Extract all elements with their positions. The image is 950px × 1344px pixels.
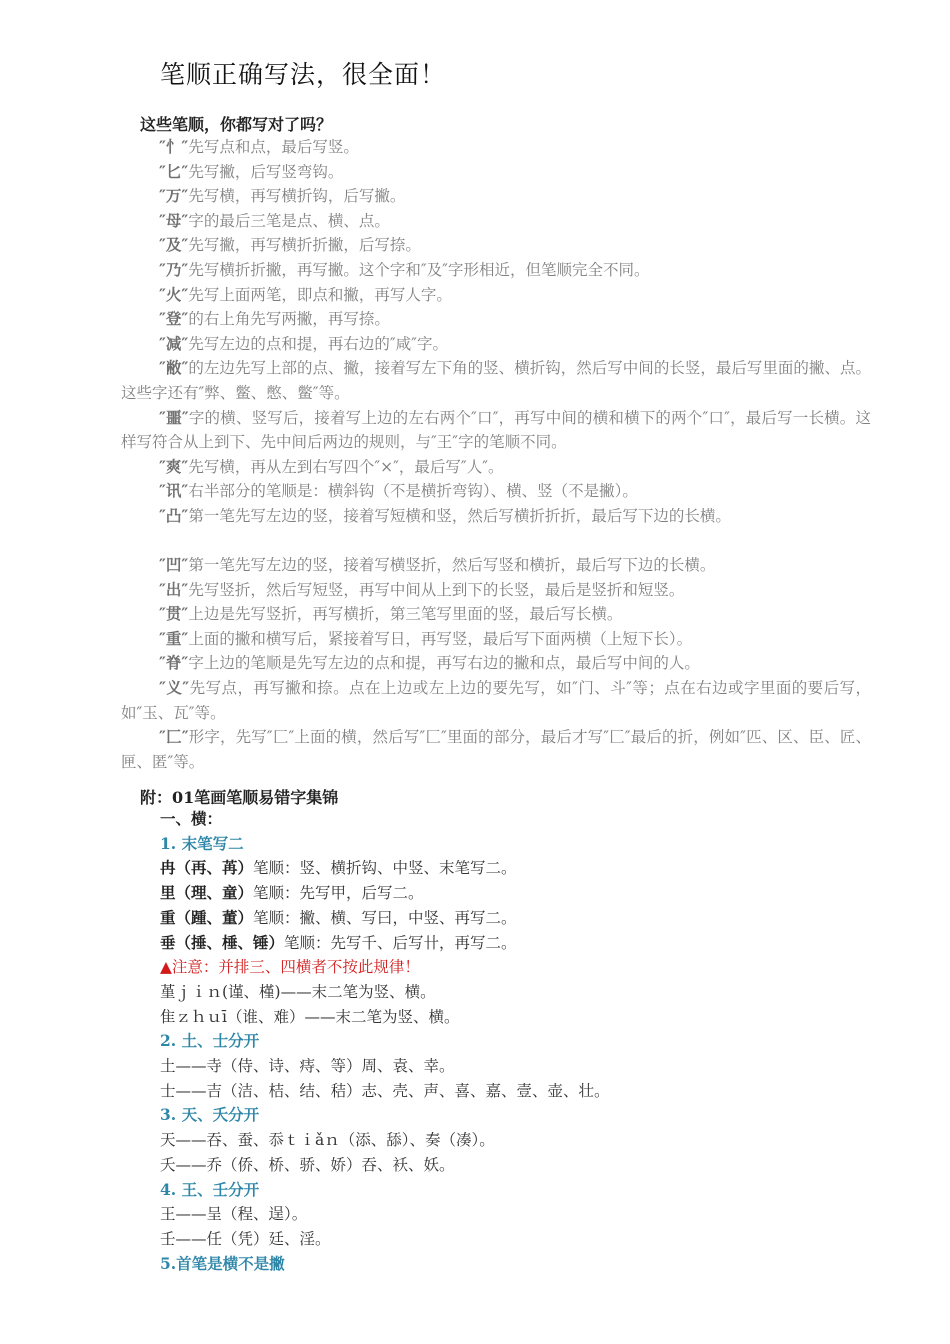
rule-item: [121, 307, 871, 332]
list-item: 堇ｊｉｎ(谨、槿)——末二笔为竖、横。: [160, 982, 436, 1001]
rule-char: ″重″: [159, 628, 189, 648]
rule-text: 先写撇，后写竖弯钩。: [188, 162, 344, 181]
rule-item: [121, 233, 871, 258]
rule-item: [121, 160, 871, 185]
rule-item: [121, 332, 871, 357]
rule-text: 字的最后三笔是点、横、点。: [188, 211, 390, 230]
rule-item: [121, 184, 871, 209]
rule-item: [121, 553, 871, 578]
rule-char: ″匕″: [159, 161, 189, 181]
list-item: 王——呈（程、逞）。: [160, 1205, 308, 1224]
rule-item: [121, 504, 871, 529]
list-item: 天——吞、蚕、忝ｔｉǎｎ（添、舔）、奏（凑）。: [160, 1131, 495, 1150]
rule-item: [121, 258, 871, 283]
rule-text: 的左边先写上部的点、撇，接着写左下角的竖、横折钩，然后写中间的长竖，最后写里面的撇、点。这些字还有″弊、鳖、憋、鳖″等。: [121, 359, 871, 402]
rule-text: 上面的撇和横写后，紧接着写日，再写竖，最后写下面两横（上短下长）。: [188, 629, 693, 648]
rule-char: ″讯″: [159, 481, 189, 501]
section-subtitle: 这些笔顺，你都写对了吗？: [140, 115, 333, 134]
rule-char: ″敝″: [159, 358, 189, 378]
rule-char: ″义″: [159, 678, 190, 698]
rule-char: ″贯″: [159, 604, 189, 624]
rule-item: [121, 578, 871, 603]
rule-text: 先写撇，再写横折折撇，后写捺。: [188, 236, 421, 255]
rule-text: 形字，先写″匚″上面的横，然后写″匚″里面的部分，最后才写″匚″最后的折，例如″匹、区、臣、匠、匣、匿″等。: [121, 728, 871, 771]
warning-note: ▲注意：并排三、四横者不按此规律！: [160, 958, 420, 977]
list-item: 士——吉（洁、桔、结、秸）志、壳、声、喜、嘉、壹、壶、壮。: [160, 1081, 610, 1100]
item-head: 里（理、童）: [160, 883, 254, 903]
subsection-heading: 1. 末笔写二: [160, 833, 244, 853]
rule-char: ″匚″: [159, 727, 189, 747]
rule-item: [121, 627, 871, 652]
list-item: 土——寺（侍、诗、痔、等）周、袁、幸。: [160, 1057, 455, 1076]
item-text: 笔顺：竖、横折钩、中竖、末笔写二。: [253, 859, 517, 878]
rule-char: ″脊″: [159, 653, 189, 673]
rule-item: [121, 479, 871, 504]
item-text: 笔顺：撇、横、写曰，中竖、再写二。: [253, 908, 517, 927]
rule-char: ″万″: [159, 186, 189, 206]
rule-text: 右半部分的笔顺是：横斜钩（不是横折弯钩）、横、竖（不是撇）。: [188, 482, 638, 501]
appendix-title: 附：01笔画笔顺易错字集锦: [140, 788, 339, 807]
rule-item: [121, 676, 871, 725]
list-item: [160, 931, 860, 956]
subsection-heading: 5.首笔是横不是撇: [160, 1253, 285, 1273]
rule-char: ″登″: [159, 309, 189, 329]
rule-item: [121, 356, 871, 405]
subsection-heading: 3. 天、夭分开: [160, 1105, 260, 1125]
rule-char: ″凸″: [159, 505, 189, 525]
list-item: 夭——乔（侨、桥、骄、娇）吞、袄、妖。: [160, 1155, 455, 1174]
rule-text: 先写点和点，最后写竖。: [188, 138, 359, 156]
item-text: 笔顺：先写千、后写卄，再写二。: [284, 933, 517, 952]
rule-char: ″乃″: [159, 259, 189, 279]
item-text: 笔顺：先写甲，后写二。: [253, 884, 424, 903]
stroke-rules-list: [121, 135, 871, 774]
rule-item: [121, 283, 871, 308]
item-head: 垂（捶、棰、锤）: [160, 932, 285, 952]
rule-item: [121, 455, 871, 480]
rule-char: ″火″: [159, 284, 189, 304]
rule-text: 第一笔先写左边的竖，接着写短横和竖，然后写横折折折，最后写下边的长横。: [188, 506, 731, 525]
rule-char: ″母″: [159, 210, 189, 230]
rule-char: ″噩″: [159, 407, 189, 427]
rule-text: 先写左边的点和提，再右边的″咸″字。: [188, 334, 448, 353]
page-title: 笔顺正确写法，很全面！: [160, 60, 447, 89]
rule-item: [121, 725, 871, 774]
rule-text: 先写上面两笔，即点和撇，再写人字。: [188, 285, 452, 304]
rule-text: 字上边的笔顺是先写左边的点和提，再写右边的撇和点，最后写中间的人。: [188, 654, 700, 673]
list-item: [160, 856, 860, 881]
rule-item: [121, 135, 871, 160]
rule-char: ″减″: [159, 333, 189, 353]
rule-text: 字的横、竖写后，接着写上边的左右两个″口″，再写中间的横和横下的两个″口″，最后写一长横。这样写符合从上到下、先中间后两边的规则，与″王″字的笔顺不同。: [121, 408, 871, 452]
appendix-body: [160, 807, 860, 1276]
rule-item: [121, 651, 871, 676]
rule-text: 先写横，再从左到右写四个″×″，最后写″人″。: [188, 457, 504, 476]
rule-char: ″爽″: [159, 456, 189, 476]
rule-char: ″及″: [159, 235, 189, 255]
rule-text: 的右上角先写两撇，再写捺。: [188, 310, 390, 329]
rule-text: 先写横折折撇，再写撇。这个字和″及″字形相近，但笔顺完全不同。: [188, 260, 650, 279]
rule-text: 第一笔先写左边的竖，接着写横竖折，然后写竖和横折，最后写下边的长横。: [188, 556, 716, 575]
list-item: [160, 906, 860, 931]
rule-char: ″凹″: [159, 555, 189, 575]
list-item: 隹ｚｈｕī（谁、难）——末二笔为竖、横。: [160, 1007, 460, 1026]
list-item: [160, 881, 860, 906]
section-heading: 一、横：: [160, 809, 223, 828]
rule-text: 先写竖折，然后写短竖，再写中间从上到下的长竖，最后是竖折和短竖。: [188, 580, 685, 599]
subsection-heading: 2. 土、士分开: [160, 1031, 260, 1051]
list-item: 壬——任（凭）廷、淫。: [160, 1229, 331, 1248]
item-head: 冉（再、苒）: [160, 858, 254, 878]
rule-item: [121, 602, 871, 627]
rule-item: [121, 406, 871, 455]
rule-char: ″出″: [159, 579, 189, 599]
rule-item: [121, 209, 871, 234]
rule-text: 上边是先写竖折，再写横折，第三笔写里面的竖，最后写长横。: [188, 605, 623, 624]
rule-text: 先写点，再写撇和捺。点在上边或左上边的要先写，如″门、斗″等；点在右边或字里面的要后写，如″玉、瓦″等。: [121, 679, 871, 722]
subsection-heading: 4. 王、壬分开: [160, 1179, 260, 1199]
rule-char: ″忄″: [159, 137, 189, 156]
rule-text: 先写横，再写横折钩，后写撇。: [188, 187, 406, 206]
item-head: 重（踵、董）: [160, 907, 254, 927]
